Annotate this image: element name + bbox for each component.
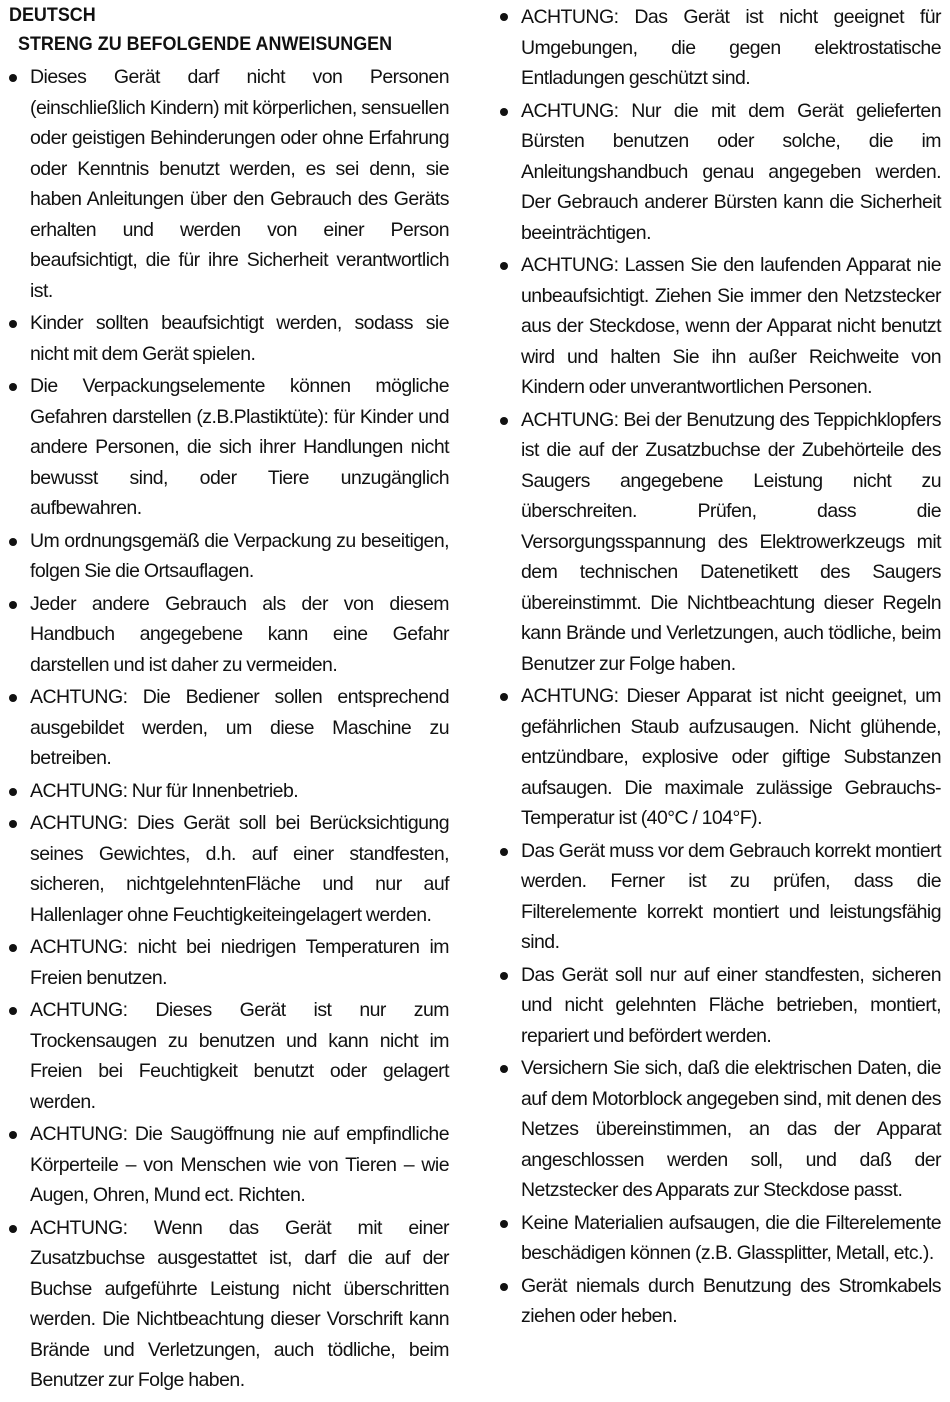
list-item: [9, 995, 449, 1117]
list-item-text: ACHTUNG: Lassen Sie den laufenden Apparat nie unbeaufsichtigt. Ziehen Sie immer den Netzstecker aus der Steckdose, wenn der Apparat nicht benutzt wird und halten Sie ihn außer Reichweite von Kindern oder unverantwortlichen Personen.: [521, 254, 941, 398]
list-item: [9, 526, 449, 587]
bullet-icon: [500, 693, 508, 701]
bullet-icon: [500, 1220, 508, 1228]
bullet-icon: [500, 848, 508, 856]
list-item: [500, 96, 941, 249]
bullet-icon: [9, 1225, 17, 1233]
list-item-text: ACHTUNG: Dieses Gerät ist nur zum Trockensaugen zu benutzen und kann nicht im Freien bei Feuchtigkeit benutzt oder gelagert werden.: [30, 999, 449, 1113]
list-item-text: ACHTUNG: Wenn das Gerät mit einer Zusatzbuchse ausgestattet ist, darf die auf der Buchse aufgeführte Leistung nicht überschritten werden. Die Nichtbeachtung dieser Vorschrift kann Brände und Verletzungen, auch tödliche, beim Benutzer zur Folge haben.: [30, 1216, 449, 1391]
list-item: [500, 405, 941, 680]
list-item-text: Versichern Sie sich, daß die elektrischen Daten, die auf dem Motorblock angegeben sind, mit denen des Netzes übereinstimmen, an das der Apparat angeschlossen werden soll, und daß der Netzstecker des Apparats zur Steckdose passt.: [521, 1057, 941, 1201]
instruction-list-right: [500, 2, 941, 1332]
list-item: [9, 308, 449, 369]
bullet-icon: [500, 108, 508, 116]
list-item: [9, 1119, 449, 1211]
bullet-icon: [9, 74, 17, 82]
list-item: [9, 682, 449, 774]
list-item: [500, 1053, 941, 1206]
list-item-text: ACHTUNG: Dies Gerät soll bei Berücksichtigung seines Gewichtes, d.h. auf einer standfesten, sicheren, nichtgelehntenFläche und nur auf Hallenlager ohne Feuchtigkeiteingelagert werden.: [30, 812, 449, 926]
list-item-text: ACHTUNG: Bei der Benutzung des Teppichklopfers ist die auf der Zusatzbuchse der Zubehörteile des Saugers angegebene Leistung nicht zu überschreiten. Prüfen, dass die Versorgungsspannung des Elektrowerkzeugs mit dem technischen Datenetikett des Saugers übereinstimmt. Die Nichtbeachtung dieser Regeln kann Brände und Verletzungen, auch tödliche, beim Benutzer zur Folge haben.: [521, 408, 941, 675]
list-item: [9, 1213, 449, 1396]
bullet-icon: [500, 972, 508, 980]
list-item-text: ACHTUNG: Nur die mit dem Gerät gelieferten Bürsten benutzen oder solche, die im Anleitungshandbuch genau angegeben werden. Der Gebrauch anderer Bürsten kann die Sicherheit beeinträchtigen.: [521, 99, 941, 244]
list-item-text: ACHTUNG: nicht bei niedrigen Temperaturen im Freien benutzen.: [30, 936, 449, 989]
list-item-text: ACHTUNG: Nur für Innenbetrieb.: [30, 779, 299, 802]
list-item-text: ACHTUNG: Dieser Apparat ist nicht geeignet, um gefährlichen Staub aufzusaugen. Nicht glühende, entzündbare, explosive oder giftige Substanzen aufsaugen. Die maximale zulässige Gebrauchs-Temperatur ist (40°C / 104°F).: [521, 685, 941, 829]
list-item: [500, 1208, 941, 1269]
right-column: [500, 2, 941, 1334]
bullet-icon: [9, 1007, 17, 1015]
list-item: [9, 776, 449, 807]
list-item: [9, 371, 449, 524]
list-item-text: ACHTUNG: Die Bediener sollen entsprechend ausgebildet werden, um diese Maschine zu betreiben.: [30, 686, 449, 769]
list-item: [500, 1271, 941, 1332]
list-item: [500, 2, 941, 94]
list-item: [500, 681, 941, 834]
list-item: [9, 589, 449, 681]
instruction-list-left: [9, 62, 449, 1396]
list-item-text: Keine Materialien aufsaugen, die die Filterelemente beschädigen können (z.B. Glassplitter, Metall, etc.).: [521, 1211, 941, 1264]
list-item-text: ACHTUNG: Die Saugöffnung nie auf empfindliche Körperteile – von Menschen wie von Tieren – wie Augen, Ohren, Mund ect. Richten.: [30, 1123, 449, 1206]
list-item: [500, 960, 941, 1052]
list-item-text: Das Gerät muss vor dem Gebrauch korrekt montiert werden. Ferner ist zu prüfen, dass die Filterelemente korrekt montiert und leistungsfähig sind.: [521, 839, 941, 953]
list-item-text: Dieses Gerät darf nicht von Personen (einschließlich Kindern) mit körperlichen, sensuellen oder geistigen Behinderungen oder ohne Erfahrung oder Kenntnis benutzt werden, es sei denn, sie haben Anleitungen über den Gebrauch des Geräts erhalten und werden von einer Person beaufsichtigt, die für ihre Sicherheit verantwortlich ist.: [30, 66, 449, 302]
list-item: [9, 808, 449, 930]
bullet-icon: [500, 417, 508, 425]
bullet-icon: [9, 601, 17, 609]
list-item-text: Das Gerät soll nur auf einer standfesten, sicheren und nicht gelehnten Fläche betrieben, montiert, repariert und befördert werden.: [521, 963, 941, 1047]
list-item: [9, 62, 449, 306]
list-item-text: Um ordnungsgemäß die Verpackung zu beseitigen, folgen Sie die Ortsauflagen.: [30, 529, 449, 582]
bullet-icon: [500, 1283, 508, 1291]
list-item-text: Die Verpackungselemente können mögliche Gefahren darstellen (z.B.Plastiktüte): für Kinder und andere Personen, die sich ihrer Handlungen nicht bewusst sind, oder Tiere unzugänglich aufbewahren.: [30, 375, 449, 519]
list-item-text: Jeder andere Gebrauch als der von diesem Handbuch angegebene kann eine Gefahr darstellen und ist daher zu vermeiden.: [30, 592, 449, 676]
language-label: DEUTSCH: [9, 4, 96, 26]
bullet-icon: [9, 1131, 17, 1139]
list-item: [500, 836, 941, 958]
bullet-icon: [9, 944, 17, 952]
bullet-icon: [500, 1065, 508, 1073]
bullet-icon: [9, 383, 17, 391]
bullet-icon: [9, 788, 17, 796]
bullet-icon: [9, 320, 17, 328]
bullet-icon: [500, 13, 508, 21]
list-item: [500, 250, 941, 403]
bullet-icon: [9, 694, 17, 702]
bullet-icon: [9, 538, 17, 546]
list-item-text: Gerät niemals durch Benutzung des Stromkabels ziehen oder heben.: [521, 1274, 941, 1327]
list-item: [9, 932, 449, 993]
section-heading: STRENG ZU BEFOLGENDE ANWEISUNGEN: [18, 33, 393, 55]
bullet-icon: [500, 262, 508, 270]
list-item-text: Kinder sollten beaufsichtigt werden, sodass sie nicht mit dem Gerät spielen.: [30, 312, 449, 365]
left-column: [9, 2, 449, 1398]
bullet-icon: [9, 820, 17, 828]
list-item-text: ACHTUNG: Das Gerät ist nicht geeignet für Umgebungen, die gegen elektrostatische Entladungen geschützt sind.: [521, 6, 941, 89]
